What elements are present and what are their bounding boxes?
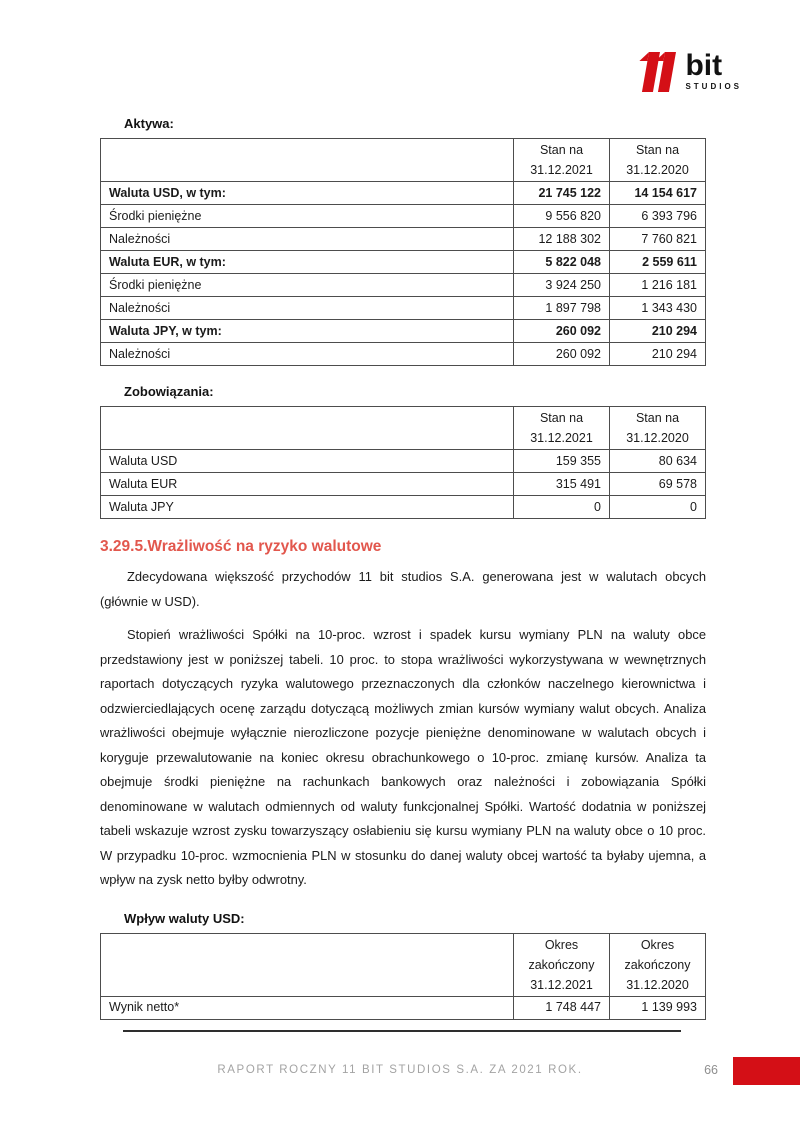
section-heading: 3.29.5.Wrażliwość na ryzyko walutowe (100, 538, 382, 555)
value-2021: 9 556 820 (514, 205, 610, 228)
value-2021: 1 897 798 (514, 297, 610, 320)
row-label: Waluta EUR, w tym: (101, 251, 514, 274)
value-2021: 260 092 (514, 343, 610, 366)
table-row (101, 996, 706, 1019)
value-2021: 21 745 122 (514, 182, 610, 205)
header-line: zakończony (624, 957, 691, 972)
logo-studios-text: STUDIOS (685, 81, 742, 91)
row-label: Waluta USD (101, 450, 514, 473)
table-row (101, 274, 706, 297)
value-2020: 1 139 993 (610, 996, 706, 1019)
zobowiazania-heading: Zobowiązania: (124, 384, 214, 399)
table-row (101, 343, 706, 366)
header-line: 31.12.2021 (530, 977, 593, 992)
row-label: Waluta EUR (101, 473, 514, 496)
table-row (101, 205, 706, 228)
value-2020: 0 (610, 496, 706, 519)
footer-divider (123, 1030, 681, 1032)
header-line: 31.12.2020 (626, 431, 689, 445)
column-header-2021 (514, 139, 610, 182)
row-label: Należności (101, 228, 514, 251)
row-label: Środki pieniężne (101, 205, 514, 228)
column-header-2021 (514, 933, 610, 996)
row-label: Należności (101, 297, 514, 320)
wplyw-table (100, 933, 706, 1020)
page-content (100, 116, 706, 1020)
header-line: Okres (640, 937, 675, 952)
header-line: 31.12.2020 (626, 163, 689, 177)
table-header-row (101, 933, 706, 996)
table-header-row (101, 139, 706, 182)
header-line: zakończony (528, 957, 595, 972)
value-2020: 1 216 181 (610, 274, 706, 297)
value-2020: 69 578 (610, 473, 706, 496)
logo-bit-text: bit (685, 49, 723, 82)
column-header-2020 (610, 933, 706, 996)
footer-red-accent (733, 1057, 800, 1085)
aktywa-table (100, 138, 706, 366)
logo-11-icon (637, 52, 681, 97)
header-line: Stan na (539, 411, 584, 425)
row-label: Środki pieniężne (101, 274, 514, 297)
table-row (101, 473, 706, 496)
table-row (101, 320, 706, 343)
table-row (101, 251, 706, 274)
value-2020: 80 634 (610, 450, 706, 473)
value-2021: 315 491 (514, 473, 610, 496)
footer-report-title: RAPORT ROCZNY 11 BIT STUDIOS S.A. ZA 2021 ROK. (217, 1064, 583, 1076)
table-row (101, 297, 706, 320)
logo-wordmark (685, 49, 742, 91)
row-label: Waluta JPY (101, 496, 514, 519)
section-body (100, 565, 706, 893)
header-line: 31.12.2021 (530, 163, 593, 177)
header-line: Stan na (635, 143, 680, 157)
company-logo (637, 49, 742, 97)
paragraph: Stopień wrażliwości Spółki na 10-proc. wzrost i spadek kursu wymiany PLN na waluty obce przedstawiony jest w poniższej tabeli. 10 proc. to stopa wrażliwości wykorzystywana w wewnętrznych raportach dotyczących ryzyka walutowego przeznaczonych dla członków naczelnego kierownictwa i odzwierciedlających ocenę zarządu dotyczącą możliwych zmian kursów wymiany walut obcych. Analiza wrażliwości obejmuje wyłącznie nierozliczone pozycje pieniężne denominowane w walutach obcych i koryguje przewalutowanie na koniec okresu obrachunkowego o 10-proc. zmianę kursów. Analiza ta obejmuje środki pieniężne na rachunkach bankowych oraz należności i zobowiązania Spółki denominowane w walutach odmiennych od waluty funkcjonalnej Spółki. Wartość dodatnia w poniższej tabeli wskazuje wzrost zysku towarzyszący osłabieniu się kursu wymiany PLN na waluty obce o 10 proc. W przypadku 10-proc. wzmocnienia PLN w stosunku do danej waluty obcej wartość ta byłaby ujemna, a wpływ na zysk netto byłby odwrotny. (100, 627, 706, 887)
row-label: Waluta USD, w tym: (101, 182, 514, 205)
column-header-2021 (514, 407, 610, 450)
page-number: 66 (704, 1063, 718, 1077)
value-2020: 210 294 (610, 320, 706, 343)
header-line: Okres (544, 937, 579, 952)
empty-header-cell (101, 139, 514, 182)
header-line: 31.12.2020 (626, 977, 689, 992)
table-row (101, 182, 706, 205)
row-label: Wynik netto* (101, 996, 514, 1019)
empty-header-cell (101, 407, 514, 450)
value-2020: 6 393 796 (610, 205, 706, 228)
column-header-2020 (610, 139, 706, 182)
value-2021: 12 188 302 (514, 228, 610, 251)
row-label: Należności (101, 343, 514, 366)
header-line: Stan na (539, 143, 584, 157)
value-2021: 3 924 250 (514, 274, 610, 297)
value-2020: 7 760 821 (610, 228, 706, 251)
value-2021: 260 092 (514, 320, 610, 343)
table-header-row (101, 407, 706, 450)
column-header-2020 (610, 407, 706, 450)
header-line: 31.12.2021 (530, 431, 593, 445)
paragraph: Zdecydowana większość przychodów 11 bit studios S.A. generowana jest w walutach obcych (głównie w USD). (100, 569, 706, 609)
table-row (101, 450, 706, 473)
row-label: Waluta JPY, w tym: (101, 320, 514, 343)
value-2020: 1 343 430 (610, 297, 706, 320)
header-line: Stan na (635, 411, 680, 425)
empty-header-cell (101, 933, 514, 996)
value-2021: 0 (514, 496, 610, 519)
wplyw-heading: Wpływ waluty USD: (124, 910, 245, 926)
table-row (101, 228, 706, 251)
value-2021: 5 822 048 (514, 251, 610, 274)
zobowiazania-table (100, 406, 706, 519)
value-2020: 210 294 (610, 343, 706, 366)
value-2020: 2 559 611 (610, 251, 706, 274)
value-2021: 1 748 447 (514, 996, 610, 1019)
value-2020: 14 154 617 (610, 182, 706, 205)
value-2021: 159 355 (514, 450, 610, 473)
table-row (101, 496, 706, 519)
aktywa-heading: Aktywa: (124, 116, 174, 131)
